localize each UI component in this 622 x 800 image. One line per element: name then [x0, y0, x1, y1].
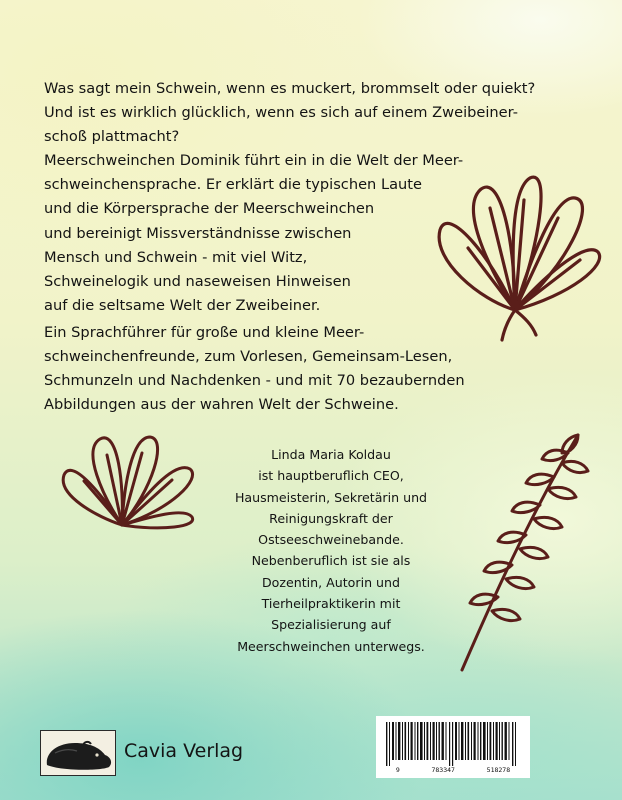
author-bio-line: Nebenberuflich ist sie als [251, 553, 411, 569]
barcode-digit-group: 518278 [486, 766, 511, 774]
author-bio-line: Hausmeisterin, Sekretärin und [234, 489, 428, 505]
blurb-line: Abbildungen aus der wahren Welt der Schweine. [44, 396, 399, 414]
author-bio-line: Spezialisierung auf [271, 617, 391, 633]
blurb-line: Mensch und Schwein - mit viel Witz, [44, 248, 308, 266]
author-bio-line: Linda Maria Koldau [271, 447, 391, 462]
author-bio-line: Meerschweinchen unterwegs. [237, 638, 425, 654]
barcode-bars-icon [376, 716, 530, 768]
blurb-line: Schmunzeln und Nachdenken - und mit 70 bezaubernden [44, 372, 465, 390]
author-bio-line: Dozentin, Autorin und [261, 574, 401, 590]
blurb-line: schweinchensprache. Er erklärt die typischen Laute [44, 176, 422, 194]
blurb-line: Und ist es wirklich glücklich, wenn es sich auf einem Zweibeiner- [44, 104, 518, 122]
shell-ornament-left-icon [52, 425, 202, 537]
publisher-logo [40, 730, 116, 776]
blurb-line: schweinchenfreunde, zum Vorlesen, Gemeinsam-Lesen, [44, 348, 453, 366]
author-bio-line: Tierheilpraktikerin mit [261, 596, 401, 612]
blurb-line: Ein Sprachführer für große und kleine Meer- [44, 324, 365, 341]
blurb-line: und bereinigt Missverständnisse zwischen [44, 224, 352, 242]
blurb-paragraph-1 [44, 77, 535, 318]
blurb-line: Meerschweinchen Dominik führt ein in die Welt der Meer- [44, 152, 464, 170]
blurb-line: und die Körpersprache der Meerschweinchen [44, 200, 375, 218]
author-bio-line: Reinigungskraft der [269, 510, 393, 526]
blurb-line: Was sagt mein Schwein, wenn es muckert, brommselt oder quiekt? [44, 80, 536, 97]
branch-ornament-icon [450, 425, 610, 675]
barcode-digit-group: 783347 [431, 766, 455, 774]
author-bio-line: Ostseeschweinebande. [258, 532, 404, 548]
barcode-digit-group: 9 [395, 766, 400, 774]
author-bio [196, 444, 466, 657]
author-bio-line: ist hauptberuflich CEO, [258, 468, 404, 484]
blurb-paragraph-2 [44, 321, 465, 417]
blurb-line: auf die seltsame Welt der Zweibeiner. [44, 296, 321, 314]
publisher-name: Cavia Verlag [124, 740, 244, 762]
blurb-line: Schweinelogik und naseweisen Hinweisen [44, 272, 351, 290]
barcode-digits [376, 766, 530, 774]
guinea-pig-silhouette-icon [41, 731, 115, 775]
isbn-barcode [376, 716, 530, 778]
blurb-line: schoß plattmacht? [44, 128, 180, 146]
